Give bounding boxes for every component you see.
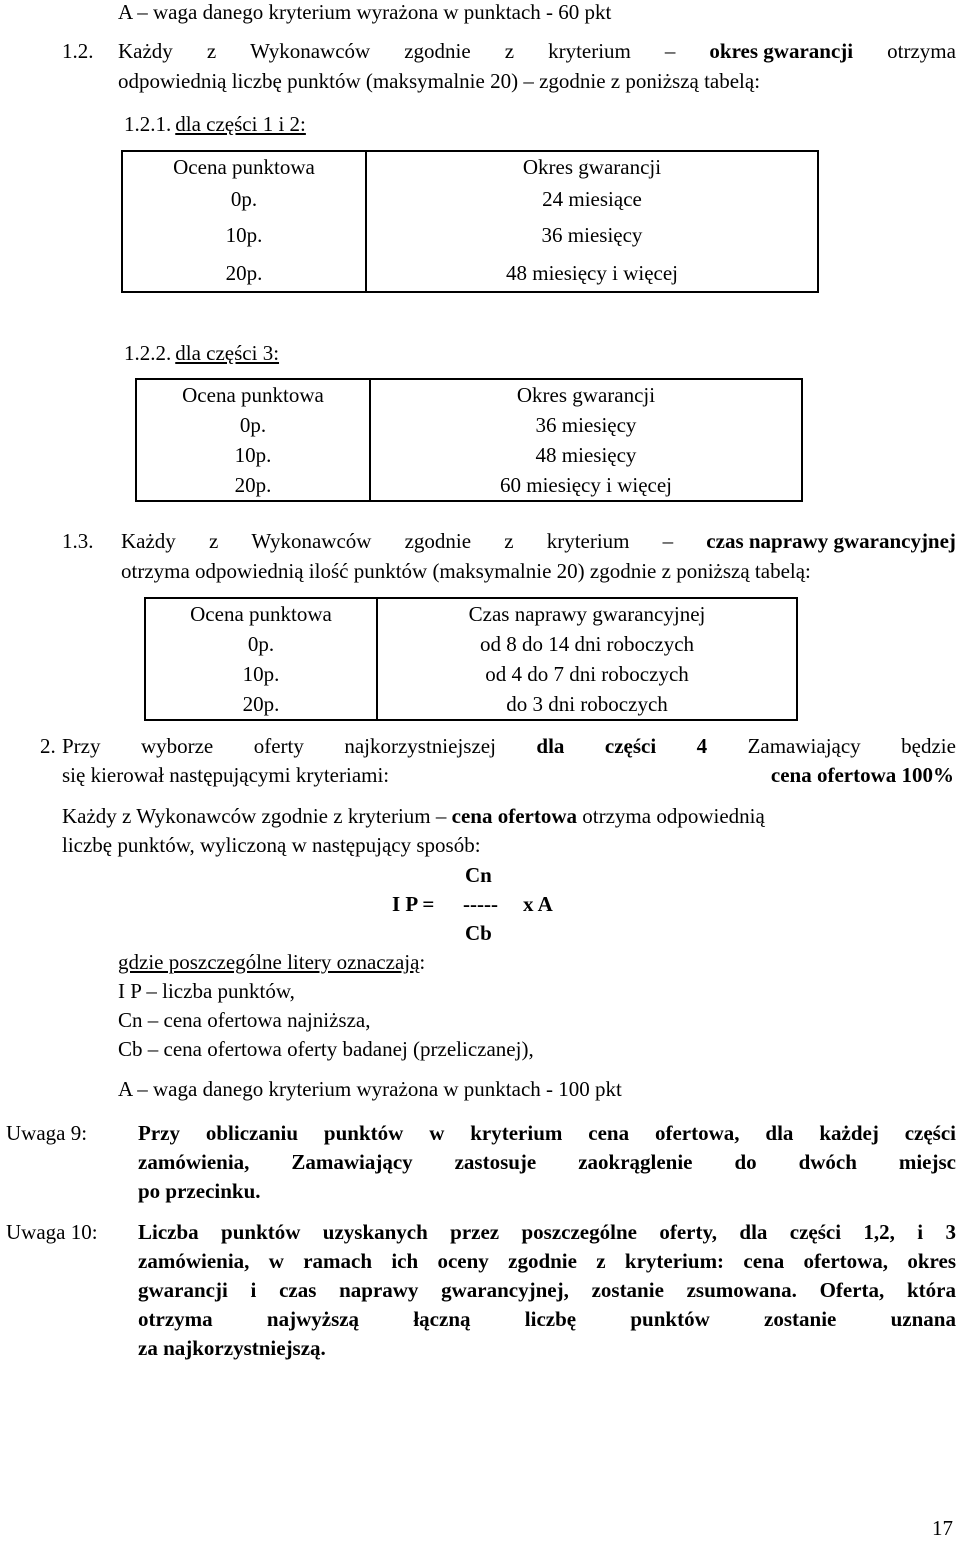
formula-lhs: I P = — [392, 892, 435, 916]
section-2-line-1: Przy wyborze oferty najkorzystniejszej dla części 4 Zamawiający będzie — [62, 734, 956, 758]
section-number-2: 2. — [40, 734, 56, 758]
table-header-row — [145, 598, 797, 629]
table-row: 20p. do 3 dni roboczych — [145, 689, 797, 720]
table-row: 10p. 36 miesięcy — [122, 216, 818, 254]
table-row: 10p. 48 miesięcy — [136, 440, 802, 470]
note-10-label: Uwaga 10: — [6, 1220, 98, 1244]
table-row: 10p. od 4 do 7 dni roboczych — [145, 659, 797, 689]
warranty-table-part-3 — [135, 378, 803, 502]
table-row: 0p. 24 miesiące — [122, 182, 818, 216]
note-10-line-2: zamówienia, w ramach ich oceny zgodnie z kryterium: cena ofertowa, okres — [138, 1249, 956, 1273]
table-row: 0p. 36 miesięcy — [136, 410, 802, 440]
table-row: 20p. 60 miesięcy i więcej — [136, 470, 802, 501]
subsection-1-2-2: 1.2.2. dla części 3: — [124, 341, 280, 365]
repair-time-table — [144, 597, 798, 721]
formula-fraction-bar: ----- — [463, 892, 498, 916]
header-cell: Czas naprawy gwarancyjnej — [468, 602, 706, 626]
legend-item: Cn – cena ofertowa najniższa, — [118, 1008, 371, 1032]
header-cell: Okres gwarancji — [522, 155, 662, 179]
table-header-row — [136, 379, 802, 410]
legend-title: gdzie poszczególne litery oznaczają: — [118, 950, 426, 974]
section-1-3-line-2: otrzyma odpowiednią ilość punktów (maksymalnie 20) zgodnie z poniższą tabelą: — [121, 559, 811, 583]
table-row: 20p. 48 miesięcy i więcej — [122, 254, 818, 292]
formula-rhs: x A — [523, 892, 553, 916]
note-10-line-1: Liczba punktów uzyskanych przez poszczególne oferty, dla części 1,2, i 3 — [138, 1220, 956, 1244]
header-cell: Okres gwarancji — [516, 383, 656, 407]
subsection-1-2-1: 1.2.1. dla części 1 i 2: — [124, 112, 306, 136]
table-header-row — [122, 151, 818, 182]
note-9-label: Uwaga 9: — [6, 1121, 88, 1145]
weight-line-top: A – waga danego kryterium wyrażona w punktach - 60 pkt — [118, 0, 612, 24]
section-2-line-2: się kierował następującymi kryteriami: — [62, 763, 390, 787]
note-9-line-2: zamówienia, Zamawiający zastosuje zaokrąglenie do dwóch miejsc — [138, 1150, 956, 1174]
price-paragraph-line-2: liczbę punktów, wyliczoną w następujący sposób: — [62, 833, 481, 857]
note-10-line-5: za najkorzystniejszą. — [138, 1336, 326, 1360]
section-1-2-line-1: Każdy z Wykonawców zgodnie z kryterium – okres gwarancji otrzyma — [118, 39, 956, 63]
note-9-line-3: po przecinku. — [138, 1179, 261, 1203]
note-10-line-3: gwarancji i czas naprawy gwarancyjnej, zostanie zsumowana. Oferta, która — [138, 1278, 956, 1302]
legend-item: Cb – cena ofertowa oferty badanej (przeliczanej), — [118, 1037, 534, 1061]
weight-line-bottom: A – waga danego kryterium wyrażona w punktach - 100 pkt — [118, 1077, 622, 1101]
table-row: 0p. od 8 do 14 dni roboczych — [145, 629, 797, 659]
note-9-line-1: Przy obliczaniu punktów w kryterium cena ofertowa, dla każdej części — [138, 1121, 956, 1145]
header-cell: Ocena punktowa — [136, 379, 370, 410]
section-number-1-2: 1.2. — [62, 39, 94, 63]
header-cell: Ocena punktowa — [145, 598, 377, 629]
note-10-line-4: otrzyma najwyższą łączną liczbę punktów zostanie uznana — [138, 1307, 956, 1331]
price-paragraph-line-1: Każdy z Wykonawców zgodnie z kryterium – cena ofertowa otrzyma odpowiednią — [62, 804, 765, 828]
header-cell: Ocena punktowa — [122, 151, 366, 182]
warranty-table-parts-1-2 — [121, 150, 819, 293]
price-criterion: cena ofertowa 100% — [770, 763, 954, 787]
page-number: 17 — [932, 1516, 953, 1540]
section-number-1-3: 1.3. — [62, 529, 94, 553]
formula-numerator: Cn — [465, 863, 492, 887]
section-1-3-line-1: Każdy z Wykonawców zgodnie z kryterium – czas naprawy gwarancyjnej — [121, 529, 956, 553]
legend-item: I P – liczba punktów, — [118, 979, 295, 1003]
section-1-2-line-2: odpowiednią liczbę punktów (maksymalnie 20) – zgodnie z poniższą tabelą: — [118, 69, 761, 93]
formula-denominator: Cb — [465, 921, 492, 945]
